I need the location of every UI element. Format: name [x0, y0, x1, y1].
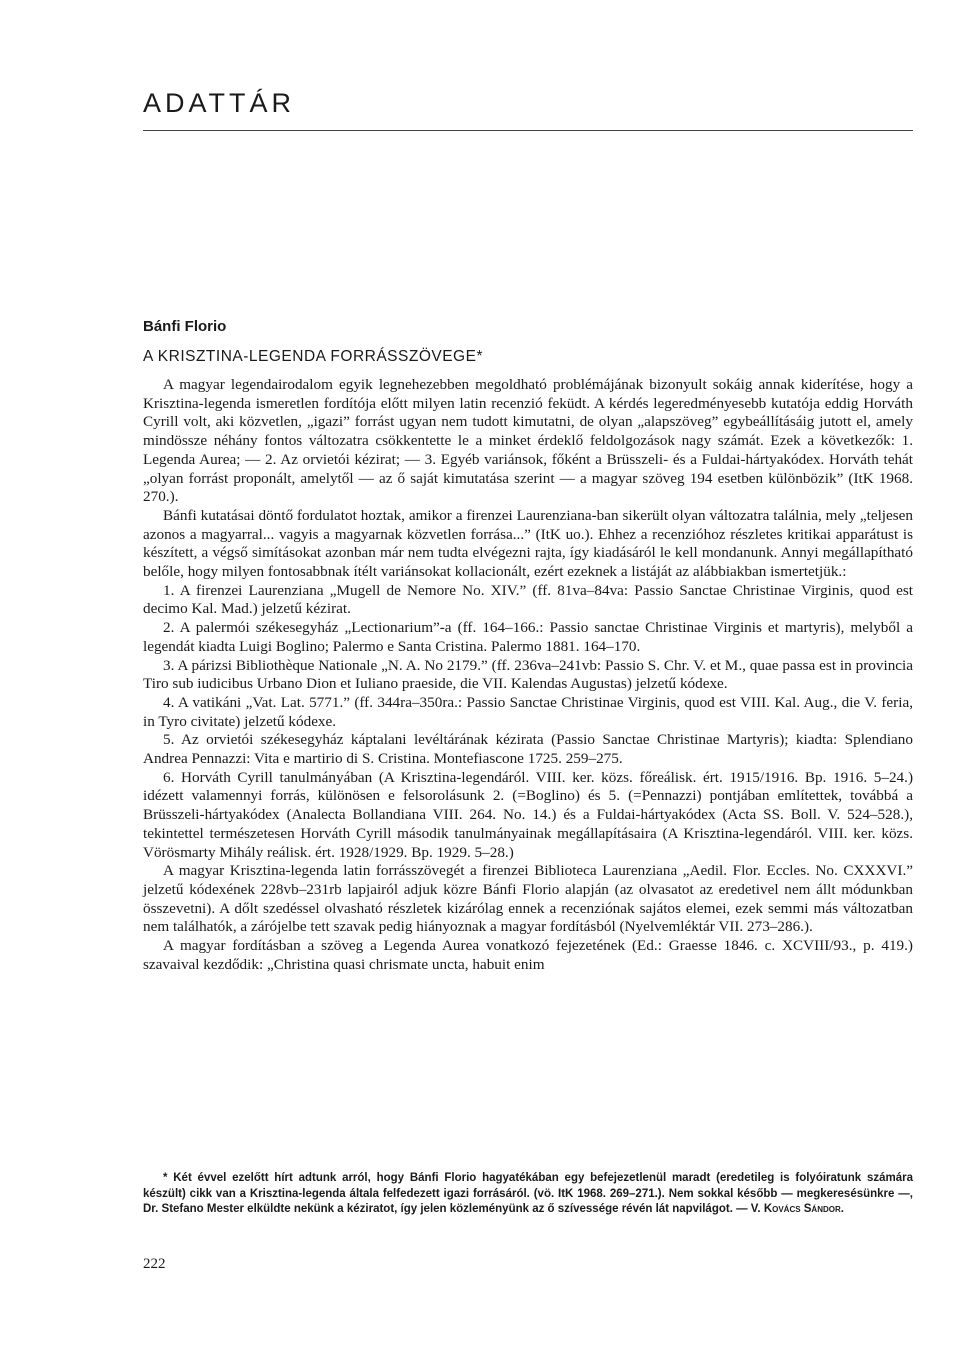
footnote-signature: Kovács Sándor: [763, 1203, 841, 1215]
body-paragraph: A magyar legendairodalom egyik legnehezebben megoldható problémájának bizonyult sokáig annak kiderítése, hogy a Krisztina-legenda ismeretlen fordítója előtt milyen latin recenzió feküdt. A kérdés legeredményesebb kutatója eddig Horváth Cyrill volt, aki közvetlen, „igazi” forrást ugyan nem tudott kimutatni, de olyan „alapszöveg” egybeállításáig jutott el, amely mindössze néhány fontos változatra csökkentette le a minket érdeklő feldolgozások nagy számát. Ezek a következők: 1. Legenda Aurea; — 2. Az orvietói kézirat; — 3. Egyéb variánsok, főként a Brüsszeli- és a Fuldai-hártyakódex. Horváth tehát „olyan forrást proponált, amelytől — az ő saját kimutatása szerint — a magyar szöveg 194 esetben különbözik” (ItK 1968. 270.).: [143, 376, 913, 506]
article-author: Bánfi Florio: [143, 318, 227, 335]
heading-rule: [143, 130, 913, 131]
body-paragraph: A magyar fordításban a szöveg a Legenda Aurea vonatkozó fejezetének (Ed.: Graesse 1846. c. XCVIII/93., p. 419.) szavaival kezdődik: „Christina quasi chrismate uncta, habuit enim: [143, 937, 913, 973]
source-item-3: 3. A párizsi Bibliothèque Nationale „N. A. No 2179.” (ff. 236va–241vb: Passio S. Chr. V. et M., quae passa est in provincia Tiro sub iudicibus Urbano Dion et Iuliano praeside, die VII. Kalendas Augustas) jelzetű kódexe.: [143, 656, 913, 693]
body-paragraph: A magyar Krisztina-legenda latin forrásszövegét a firenzei Biblioteca Laurenziana „Aedil. Flor. Eccles. No. CXXXVI.” jelzetű kódexének 228vb–231rb lapjairól adjuk közre Bánfi Florio alapján (az olvasatot az eredetivel nem állt módunkban összevetni). A dőlt szedéssel olvasható részletek kizárólag ennek a recenziónak sajátos elemei, ezek semmi más változatban nem találhatók, a zárójelbe tett szavak pedig hiányoznak a magyar fordításból (Nyelvemléktár VII. 273–286.).: [143, 862, 913, 936]
footnote: [143, 1171, 913, 1218]
source-item-6: 6. Horváth Cyrill tanulmányában (A Krisztina-legendáról. VIII. ker. közs. főreálisk. ért. 1915/1916. Bp. 1916. 5–24.) idézett valamennyi forrás, különösen e felsorolásunk 2. (=Boglino) és 5. (=Pennazzi) pontjában említettek, továbbá a Brüsszeli-hártyakódex (Analecta Bollandiana VIII. 264. No. 14.) és a Fuldai-hártyakódex (Acta SS. Boll. V. 524–528.), tekintettel természetesen Horváth Cyrill második tanulmányainak megállapításaira (A Krisztina-legendáról. VIII. ker. közs. Vörösmarty Mihály reálisk. ért. 1928/1929. Bp. 1929. 5–28.): [143, 768, 913, 861]
footnote-end: .: [840, 1203, 844, 1215]
article-body: [143, 376, 913, 975]
source-item-5: 5. Az orvietói székesegyház káptalani levéltárának kézirata (Passio Sanctae Christinae Martyris); kiadta: Splendiano Andrea Pennazzi: Vita e martirio di S. Cristina. Montefiascone 1725. 259–275.: [143, 731, 913, 768]
source-item-2: 2. A palermói székesegyház „Lectionarium”-a (ff. 164–166.: Passio sanctae Christinae Virginis et martyris), melyből a legendát kiadta Luigi Boglino; Palermo e Santa Cristina. Palermo 1881. 164–170.: [143, 619, 913, 655]
body-paragraph: Bánfi kutatásai döntő fordulatot hoztak, amikor a firenzei Laurenziana-ban sikerült olyan változatra találnia, mely „teljesen azonos a magyarral... vagyis a magyarnak közvetlen forrása...” (ItK uo.). Ehhez a recenzióhoz részletes kritikai apparátust is készített, a végső simításokat azonban már nem tudta elvégezni rajta, így kiadásáról le kell mondanunk. Annyi megállapítható belőle, hogy milyen fontosabbnak ítélt variánsokat kollacionált, ezért ezeknek a listáját az alábbiakban ismertetjük.:: [143, 506, 913, 581]
footnote-text: * Két évvel ezelőtt hírt adtunk arról, hogy Bánfi Florio hagyatékában egy befejezetlenül maradt (eredetileg is folyóiratunk számára készült) cikk van a Krisztina-legenda általa felfedezett igazi forrásáról. (vö. ItK 1968. 269–271.). Nem sokkal később — megkeresésünkre —, Dr. Stefano Mester elküldte nekünk a kéziratot, így jelen közleményünk az ő szívessége révén lát napvilágot. — V.: [143, 1172, 913, 1215]
page-number: 222: [143, 1256, 166, 1272]
article-title: A KRISZTINA-LEGENDA FORRÁSSZÖVEGE*: [143, 348, 483, 365]
source-item-1: 1. A firenzei Laurenziana „Mugell de Nemore No. XIV.” (ff. 81va–84va: Passio Sanctae Christinae Virginis, quod est decimo Kal. Mad.) jelzetű kézirat.: [143, 581, 913, 618]
section-heading: ADATTÁR: [143, 88, 296, 118]
source-item-4: 4. A vatikáni „Vat. Lat. 5771.” (ff. 344ra–350ra.: Passio Sanctae Christinae Virginis, quod est VIII. Kal. Aug., die V. feria, in Tyro civitate) jelzetű kódexe.: [143, 693, 913, 730]
